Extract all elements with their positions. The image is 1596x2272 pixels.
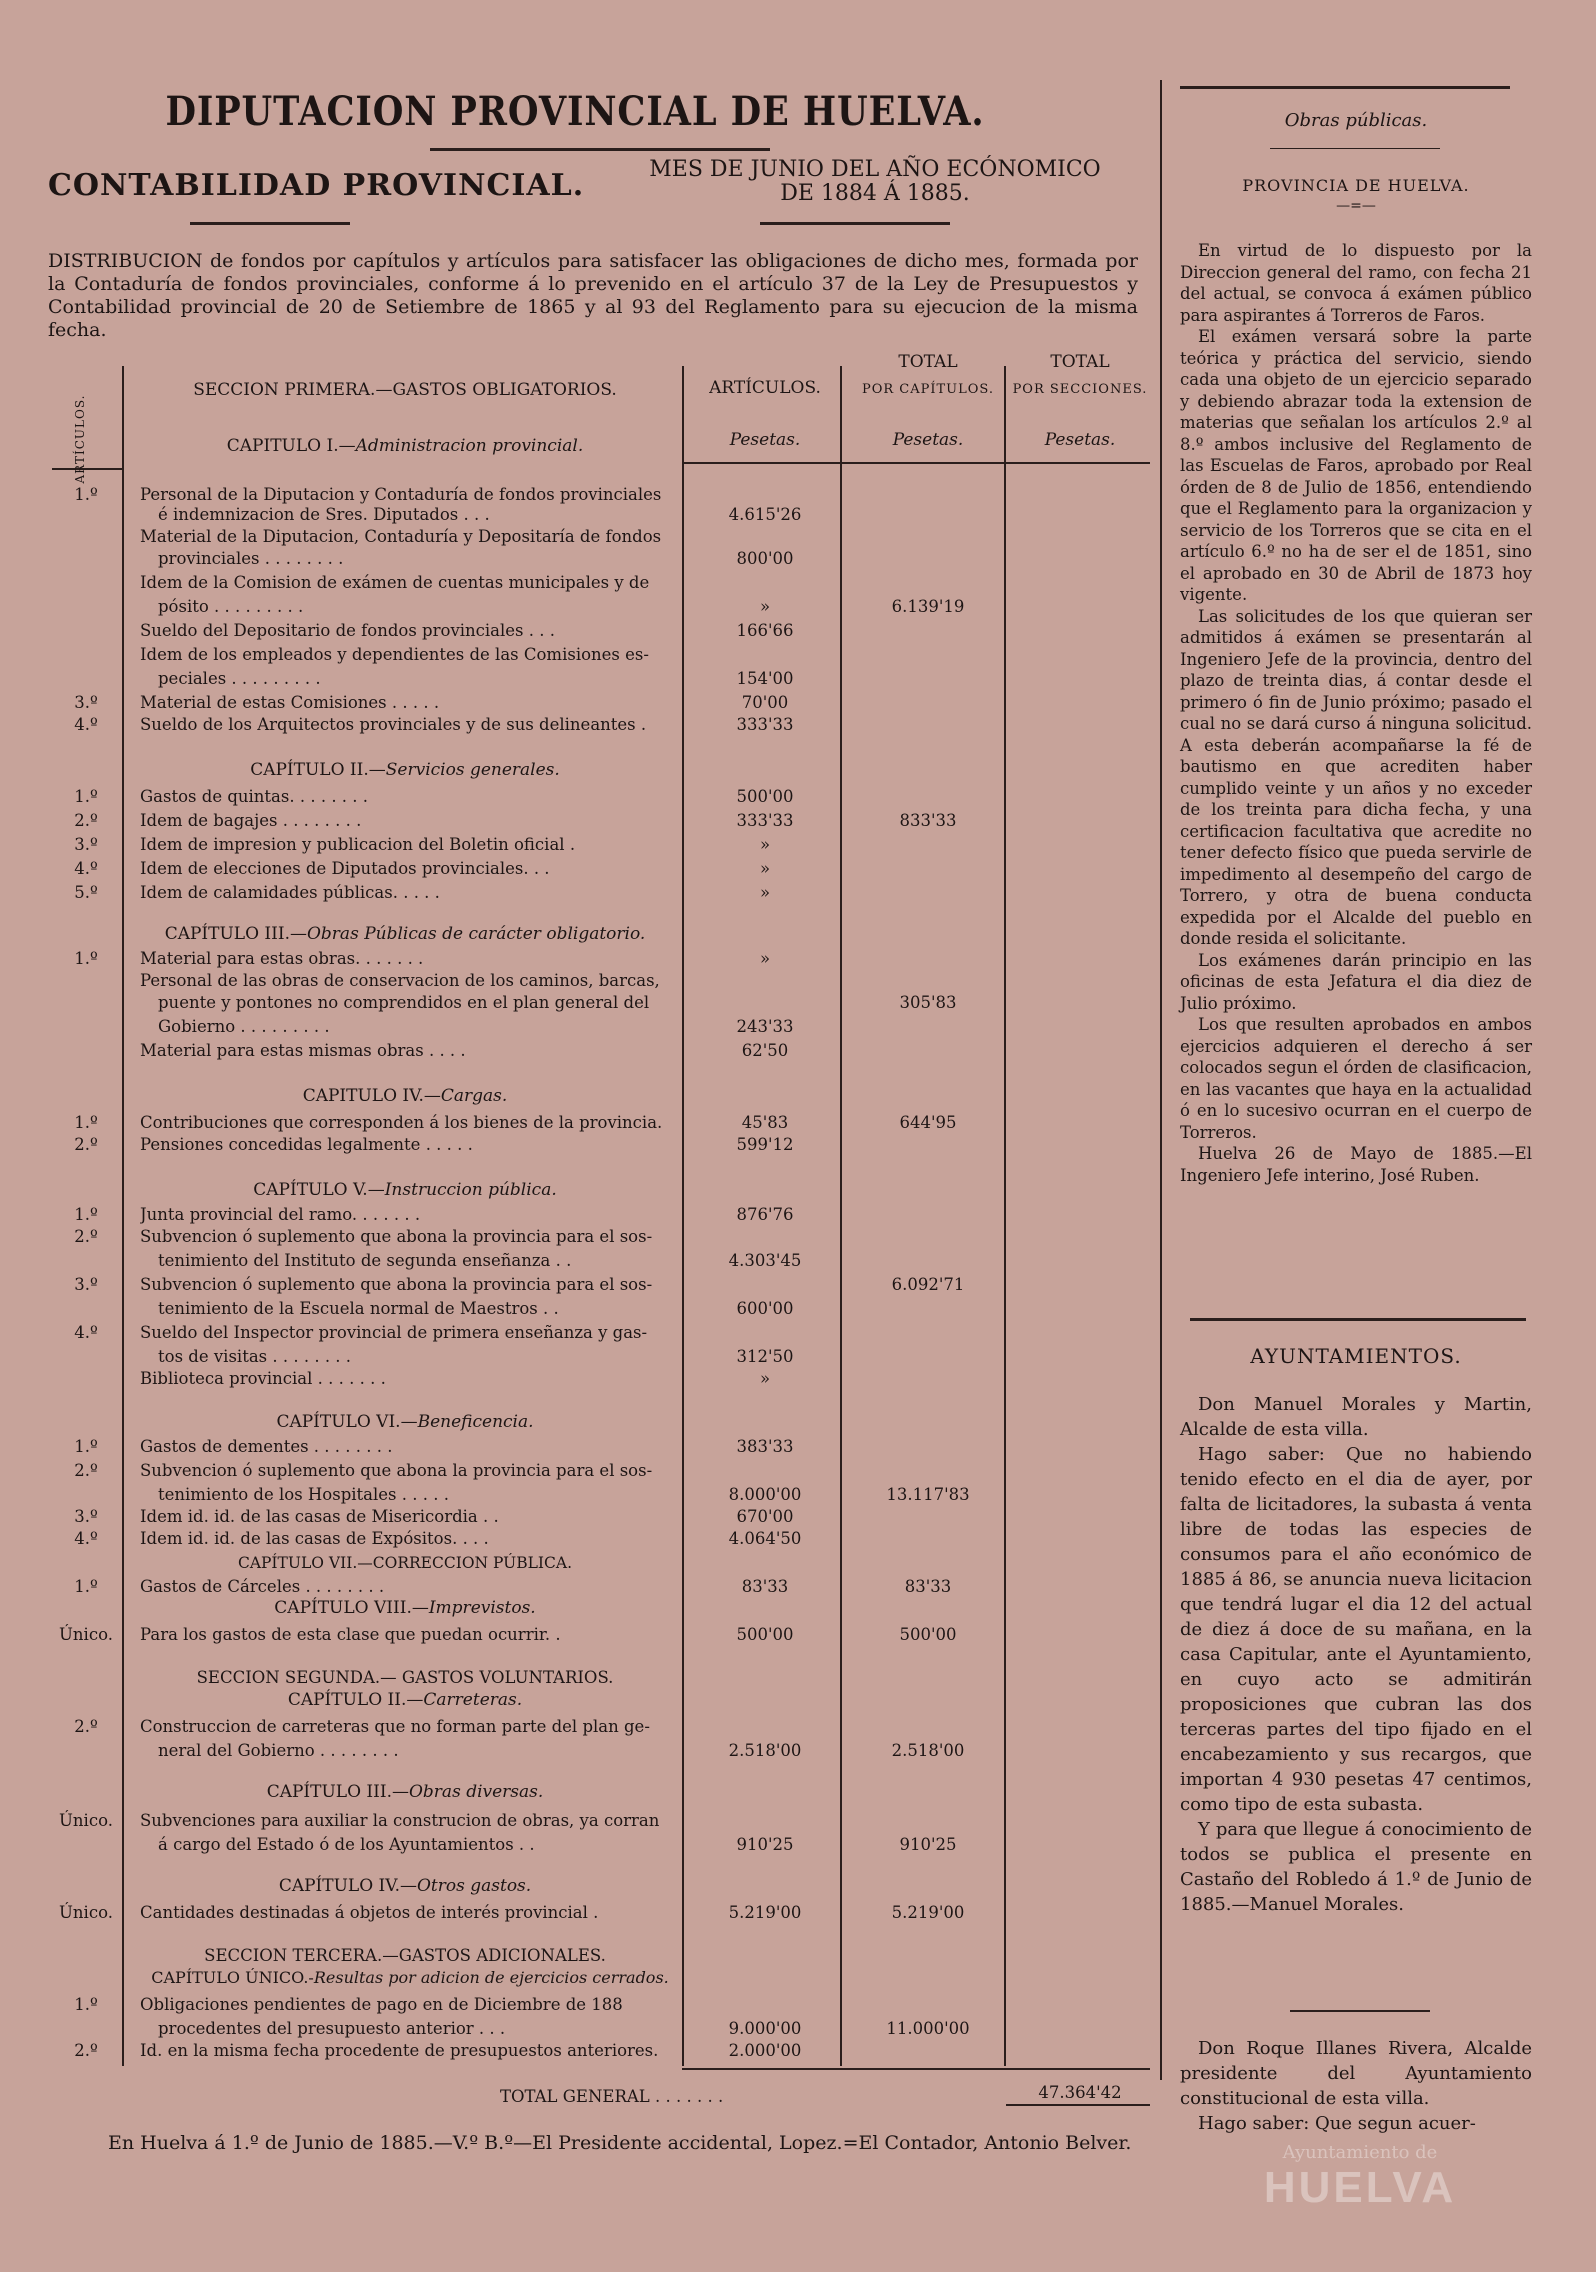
page-column-rule (1160, 80, 1162, 2080)
seccion-segunda-heading: SECCION SEGUNDA.— GASTOS VOLUNTARIOS. (196, 1668, 614, 1687)
row-description: Cantidades destinadas á objetos de interés provincial . (140, 1903, 599, 1922)
table-row (0, 1460, 1150, 1482)
chapter-total: 833'33 (899, 811, 957, 830)
table-row (0, 882, 1150, 904)
row-description: Sueldo del Inspector provincial de primera enseñanza y gas- (140, 1323, 648, 1342)
chapter-title: Cargas. (440, 1086, 508, 1106)
chapter-title: Imprevistos. (428, 1598, 536, 1618)
table-row (0, 1226, 1150, 1248)
articulos-vertical-label: ARTÍCULOS. (73, 394, 87, 484)
row-description: puente y pontones no comprendidos en el plan general del (158, 993, 650, 1012)
table-row (0, 834, 1150, 856)
row-description: Idem de calamidades públicas. . . . . (140, 883, 440, 902)
col-total-capitulos: TOTAL (898, 352, 958, 372)
chapter-label: CAPÍTULO ÚNICO.- (151, 1968, 314, 1987)
table-row (0, 548, 1150, 570)
notice-paragraph: En virtud de lo dispuesto por la Direccion general del ramo, con fecha 21 del actual, se convoca á exámen público para aspirantes á Torreros de Faros. (1180, 241, 1532, 325)
row-description: Idem de los empleados y dependientes de las Comisiones es- (140, 645, 649, 664)
pesetas-label: Pesetas. (1044, 430, 1116, 450)
chapter-label: CAPÍTULO IV.— (278, 1876, 417, 1896)
article-amount: 333'33 (736, 715, 794, 734)
table-row (0, 948, 1150, 970)
divider (1290, 2010, 1430, 2012)
row-description: Junta provincial del ramo. . . . . . . (140, 1205, 421, 1224)
chapter-heading (130, 436, 680, 456)
article-amount: 383'33 (736, 1437, 794, 1456)
table-row (0, 526, 1150, 548)
chapter-title: Beneficencia. (417, 1412, 534, 1432)
page-title: DIPUTACION PROVINCIAL DE HUELVA. (165, 88, 985, 135)
footer-signature: En Huelva á 1.º de Junio de 1885.—V.º B.º—El Presidente accidental, Lopez.=El Contador, Antonio Belver. (108, 2132, 1132, 2154)
table-row (0, 1576, 1150, 1598)
chapter-title: Carreteras. (423, 1690, 523, 1710)
chapter-title: Administracion provincial. (355, 436, 584, 456)
table-row (0, 1740, 1150, 1762)
table-row (0, 504, 1150, 526)
chapter-title: Otros gastos. (416, 1876, 532, 1896)
chapter-heading (130, 1086, 680, 1106)
row-description: provinciales . . . . . . . . (158, 549, 344, 568)
chapter-heading (130, 924, 680, 944)
row-description: Construccion de carreteras que no forman parte del plan ge- (140, 1717, 650, 1736)
table-row (0, 810, 1150, 832)
row-description: Idem de elecciones de Diputados provinciales. . . (140, 859, 550, 878)
chapter-heading (130, 1412, 680, 1432)
month-line-2: DE 1884 Á 1885. (780, 181, 970, 206)
chapter-heading (130, 1180, 680, 1200)
row-description: Idem de bagajes . . . . . . . . (140, 811, 362, 830)
table-row (0, 644, 1150, 666)
row-description: Gastos de quintas. . . . . . . . (140, 787, 369, 806)
column-top-rule (1180, 86, 1510, 89)
article-number: Único. (59, 1903, 113, 1922)
article-amount: 910'25 (736, 1835, 794, 1854)
row-description: Obligaciones pendientes de pago en de Diciembre de 188 (140, 1995, 623, 2014)
table-row (0, 1834, 1150, 1856)
article-amount: 2.518'00 (728, 1741, 802, 1760)
article-amount: 876'76 (736, 1205, 794, 1224)
table-row (0, 692, 1150, 714)
chapter-label: CAPÍTULO VI.— (276, 1412, 418, 1432)
col-total-capitulos-sub: POR CAPÍTULOS. (861, 382, 995, 397)
article-amount: 45'83 (741, 1113, 789, 1132)
row-description: Para los gastos de esta clase que puedan ocurrir. . (140, 1625, 561, 1644)
article-amount: 4.303'45 (728, 1251, 802, 1270)
chapter-label: CAPÍTULO II.— (250, 760, 386, 780)
row-description: Idem de impresion y publicacion del Boletin oficial . (140, 835, 576, 854)
row-description: Gobierno . . . . . . . . . (158, 1017, 330, 1036)
article-number: 1.º (74, 949, 98, 968)
notice-paragraph: Las solicitudes de los que quieran ser admitidos á exámen se presentarán al Ingeniero Jefe de la provincia, dentro del plazo de treinta dias, á contar desde el primero ó fin de Junio próximo; pasado el cual no se dará curso á ninguna solicitud. A esta deberán acompañarse la fé de bautismo en que acrediten haber cumplido veinte y un años y no exceder de los treinta para dicha fecha, y una certificacion facultativa que acredite no tener defecto físico que pueda servirle de impedimento al desempeño del cargo de Torrero, y otra de buena conducta expedida por el Alcalde del pueblo en donde resida el solicitante. (1180, 606, 1532, 948)
article-number: 2.º (74, 1227, 98, 1246)
article-amount: 800'00 (736, 549, 794, 568)
notice-paragraph: Don Manuel Morales y Martin, Alcalde de esta villa. (1180, 1394, 1532, 1440)
seccion-primera-heading: SECCION PRIMERA.—GASTOS OBLIGATORIOS. (193, 380, 617, 400)
row-description: Material de la Diputacion, Contaduría y Depositaría de fondos (140, 527, 662, 546)
article-amount: 4.064'50 (728, 1529, 802, 1548)
article-amount: 9.000'00 (728, 2019, 802, 2038)
pesetas-label: Pesetas. (729, 430, 801, 450)
total-general-value: 47.364'42 (1038, 2083, 1122, 2102)
month-heading (640, 158, 1110, 206)
table-row (0, 1040, 1150, 1062)
article-number: 3.º (74, 1507, 98, 1526)
watermark-line-1: Ayuntamiento de (1282, 2142, 1438, 2163)
table-row (0, 668, 1150, 690)
table-row (0, 786, 1150, 808)
chapter-title: Obras Públicas de carácter obligatorio. (306, 924, 646, 944)
chapter-label: CAPÍTULO II.— (287, 1690, 424, 1710)
watermark-line-2: HUELVA (1263, 2163, 1457, 2212)
article-amount: 154'00 (736, 669, 794, 688)
pesetas-label: Pesetas. (892, 430, 964, 450)
row-description: Biblioteca provincial . . . . . . . (140, 1369, 386, 1388)
article-number: 1.º (74, 1437, 98, 1456)
article-number: 1.º (74, 1577, 98, 1596)
table-row (0, 484, 1150, 506)
total-rule (1006, 2104, 1150, 2106)
row-description: Gastos de dementes . . . . . . . . (140, 1437, 393, 1456)
chapter-total: 2.518'00 (891, 1741, 965, 1760)
article-amount: 8.000'00 (728, 1485, 802, 1504)
article-number: 4.º (74, 1323, 98, 1342)
article-amount: » (759, 835, 771, 854)
chapter-label: CAPÍTULO V.— (253, 1180, 385, 1200)
table-row (0, 1204, 1150, 1226)
row-description: Subvenciones para auxiliar la construcion de obras, ya corran (140, 1811, 660, 1830)
article-number: 4.º (74, 1529, 98, 1548)
total-general-label: TOTAL GENERAL . . . . . . . (500, 2087, 724, 2106)
table-row (0, 1134, 1150, 1156)
table-row (0, 1322, 1150, 1344)
chapter-total: 13.117'83 (886, 1485, 970, 1504)
ayuntamiento-notice-1 (1180, 1392, 1532, 1917)
header-rule (682, 462, 1150, 464)
article-number: 2.º (74, 811, 98, 830)
ayuntamiento-notice-2 (1180, 2036, 1532, 2136)
article-amount: 599'12 (736, 1135, 794, 1154)
row-description: Id. en la misma fecha procedente de presupuestos anteriores. (140, 2041, 659, 2060)
article-number: 1.º (74, 787, 98, 806)
chapter-heading (130, 1690, 680, 1710)
chapter-heading (130, 760, 680, 780)
article-number: 3.º (74, 1275, 98, 1294)
row-description: á cargo del Estado ó de los Ayuntamientos . . (158, 1835, 535, 1854)
seccion-tercera-heading: SECCION TERCERA.—GASTOS ADICIONALES. (204, 1946, 606, 1965)
table-row (0, 970, 1150, 992)
article-number: 3.º (74, 693, 98, 712)
article-amount: 4.615'26 (728, 505, 802, 524)
table-row (0, 1112, 1150, 1134)
notice-paragraph: El exámen versará sobre la parte teórica y práctica del servicio, siendo cada una objeto de un ejercicio separado y debiendo abrazar toda la extension de materias que señalan los artículos 2.º al 8.º ambos inclusive del Reglamento de las Escuelas de Faros, aprobado por Real órden de 8 de Julio de 1856, entendiendo que el Reglamento para la organizacion y servicio de los Torreros que se cita en el artículo 6.º no ha de ser el de 1851, sino el aprobado en 30 de Abril de 1873 hoy vigente. (1180, 327, 1532, 604)
article-amount: 70'00 (741, 693, 789, 712)
table-row (0, 2018, 1150, 2040)
row-description: pósito . . . . . . . . . (158, 597, 304, 616)
col-total-secciones-sub: POR SECCIONES. (1012, 382, 1148, 397)
chapter-total: 6.092'71 (891, 1275, 965, 1294)
chapter-total: 5.219'00 (891, 1903, 965, 1922)
ornament-rule (430, 148, 770, 151)
chapter-label: CAPITULO I.— (226, 436, 356, 456)
row-description: Subvencion ó suplemento que abona la provincia para el sos- (140, 1275, 653, 1294)
row-description: Idem id. id. de las casas de Expósitos. . . . (140, 1529, 489, 1548)
divider (1190, 1318, 1526, 1321)
table-row (0, 1298, 1150, 1320)
row-description: procedentes del presupuesto anterior . . . (158, 2019, 506, 2038)
table-row (0, 992, 1150, 1014)
table-row (0, 1368, 1150, 1390)
row-description: é indemnizacion de Sres. Diputados . . . (158, 505, 490, 524)
table-row (0, 1716, 1150, 1738)
row-description: Sueldo de los Arquitectos provinciales y de sus delineantes . (140, 715, 647, 734)
table-row (0, 1528, 1150, 1550)
chapter-total: 910'25 (899, 1835, 957, 1854)
article-number: 2.º (74, 1461, 98, 1480)
total-rule (682, 2068, 1150, 2070)
notice-signature: Huelva 26 de Mayo de 1885.—El Ingeniero Jefe interino, José Ruben. (1180, 1144, 1532, 1185)
row-description: Material de estas Comisiones . . . . . (140, 693, 440, 712)
article-number: 5.º (74, 883, 98, 902)
row-description: neral del Gobierno . . . . . . . . (158, 1741, 399, 1760)
row-description: tenimiento del Instituto de segunda enseñanza . . (158, 1251, 572, 1270)
chapter-total: 644'95 (899, 1113, 957, 1132)
article-number: Único. (59, 1625, 113, 1644)
provincia-heading: PROVINCIA DE HUELVA. (1242, 176, 1470, 195)
row-description: tenimiento de los Hospitales . . . . . (158, 1485, 449, 1504)
article-amount: » (759, 597, 771, 616)
ornament-rule (760, 222, 950, 225)
row-description: Contribuciones que corresponden á los bienes de la provincia. (140, 1113, 663, 1132)
article-number: 1.º (74, 1113, 98, 1132)
month-line-1: MES DE JUNIO DEL AÑO ECÓNOMICO (649, 157, 1101, 182)
row-description: Material para estas mismas obras . . . . (140, 1041, 466, 1060)
row-description: tenimiento de la Escuela normal de Maestros . . (158, 1299, 559, 1318)
chapter-title: Servicios generales. (385, 760, 560, 780)
col-articulos-heading: ARTÍCULOS. (709, 378, 821, 398)
article-amount: 670'00 (736, 1507, 794, 1526)
table-row (0, 1810, 1150, 1832)
ornament-rule (190, 222, 350, 225)
article-amount: 600'00 (736, 1299, 794, 1318)
table-row (0, 2040, 1150, 2062)
article-amount: 333'33 (736, 811, 794, 830)
table-row (0, 1436, 1150, 1458)
article-number: 1.º (74, 1995, 98, 2014)
ayuntamientos-heading: AYUNTAMIENTOS. (1250, 1344, 1462, 1368)
article-amount: 166'66 (736, 621, 794, 640)
article-amount: 83'33 (741, 1577, 789, 1596)
table-row (0, 1506, 1150, 1528)
notice-paragraph: Los exámenes darán principio en las oficinas de esta Jefatura el dia diez de Julio próximo. (1180, 950, 1532, 1013)
article-number: Único. (59, 1811, 113, 1830)
chapter-title: Obras diversas. (408, 1782, 544, 1802)
table-row (0, 572, 1150, 594)
chapter-heading: CAPÍTULO VII.—CORRECCION PÚBLICA. (237, 1554, 573, 1572)
table-row (0, 1994, 1150, 2016)
article-amount: » (759, 859, 771, 878)
article-number: 2.º (74, 2041, 98, 2060)
table-row (0, 1624, 1150, 1646)
article-number: 2.º (74, 1717, 98, 1736)
row-description: peciales . . . . . . . . . (158, 669, 321, 688)
row-description: Personal de las obras de conservacion de los caminos, barcas, (140, 971, 660, 990)
table-row (0, 620, 1150, 642)
row-description: Subvencion ó suplemento que abona la provincia para el sos- (140, 1461, 653, 1480)
article-number: 3.º (74, 835, 98, 854)
chapter-heading (130, 1782, 680, 1802)
row-description: Gastos de Cárceles . . . . . . . . (140, 1577, 385, 1596)
row-description: Personal de la Diputacion y Contaduría de fondos provinciales (140, 485, 662, 504)
chapter-total: 11.000'00 (886, 2019, 970, 2038)
watermark-logo (1200, 2142, 1520, 2213)
obras-publicas-title: Obras públicas. (1284, 110, 1428, 131)
article-amount: » (759, 949, 771, 968)
chapter-label: CAPÍTULO VIII.— (274, 1598, 429, 1618)
notice-paragraph: Los que resulten aprobados en ambos ejercicios adquieren el derecho á ser colocados segun el órden de clasificacion, en las vacantes que haya en la actualidad ó en lo sucesivo ocurran en el cuerpo de Torreros. (1180, 1015, 1532, 1142)
chapter-heading (130, 1598, 680, 1618)
notice-paragraph: Y para que llegue á conocimiento de todos se publica el presente en Castaño del Robledo á 1.º de Junio de 1885.—Manuel Morales. (1180, 1819, 1532, 1915)
header-rule (52, 468, 122, 470)
row-description: Subvencion ó suplemento que abona la provincia para el sos- (140, 1227, 653, 1246)
article-number: 2.º (74, 1135, 98, 1154)
article-amount: » (759, 883, 771, 902)
table-row (0, 1274, 1150, 1296)
chapter-heading (130, 1968, 690, 1987)
chapter-total: 83'33 (904, 1577, 952, 1596)
section-subtitle: CONTABILIDAD PROVINCIAL. (48, 168, 585, 203)
article-amount: » (759, 1369, 771, 1388)
col-total-secciones: TOTAL (1050, 352, 1110, 372)
table-row (0, 1016, 1150, 1038)
article-amount: 312'50 (736, 1347, 794, 1366)
row-description: Material para estas obras. . . . . . . (140, 949, 424, 968)
chapter-title: Resultas por adicion de ejercicios cerrados. (313, 1968, 669, 1987)
intro-paragraph: DISTRIBUCION de fondos por capítulos y artículos para satisfacer las obligaciones de dicho mes, formada por la Contaduría de fondos provinciales, conforme á lo prevenido en el artículo 37 de la Ley de Presupuestos y Contabilidad provincial de 20 de Setiembre de 1865 y al 93 del Reglamento para su ejecucion de la misma fecha. (48, 250, 1138, 341)
table-row (0, 858, 1150, 880)
row-description: Idem id. id. de las casas de Misericordia . . (140, 1507, 499, 1526)
notice-paragraph: Hago saber: Que segun acuer- (1198, 2113, 1476, 2134)
row-description: Sueldo del Depositario de fondos provinciales . . . (140, 621, 555, 640)
obras-publicas-notice (1180, 240, 1532, 1186)
notice-paragraph: Don Roque Illanes Rivera, Alcalde presidente del Ayuntamiento constitucional de esta villa. (1180, 2038, 1532, 2109)
table-row (0, 714, 1150, 736)
table-row (0, 1250, 1150, 1272)
chapter-label: CAPITULO IV.— (302, 1086, 441, 1106)
table-row (0, 1484, 1150, 1506)
notice-paragraph: Hago saber: Que no habiendo tenido efecto en el dia de ayer, por falta de licitadores, la subasta á venta libre de todas las especies de consumos para el año económico de 1885 á 86, se anuncia nueva licitacion que tendrá lugar el dia 12 del actual de diez á doce de su mañana, en la casa Capitular, ante el Ayuntamiento, en cuyo acto se admitirán proposiciones que cubran las dos terceras partes del tipo fijado en el encabezamiento y sus recargos, que importan 4 930 pesetas 47 centimos, como tipo de esta subasta. (1180, 1444, 1532, 1815)
article-amount: 500'00 (736, 1625, 794, 1644)
chapter-title: Instruccion pública. (384, 1180, 557, 1200)
table-row (0, 1902, 1150, 1924)
article-number: 1.º (74, 485, 98, 504)
article-amount: 5.219'00 (728, 1903, 802, 1922)
row-description: Pensiones concedidas legalmente . . . . . (140, 1135, 473, 1154)
chapter-label: CAPÍTULO III.— (164, 924, 307, 944)
divider (1270, 148, 1440, 149)
article-number: 1.º (74, 1205, 98, 1224)
article-amount: 500'00 (736, 787, 794, 806)
row-description: Idem de la Comision de exámen de cuentas municipales y de (140, 573, 650, 592)
chapter-total: 6.139'19 (891, 597, 965, 616)
chapter-total: 305'83 (899, 993, 957, 1012)
table-row (0, 1346, 1150, 1368)
row-description: tos de visitas . . . . . . . . (158, 1347, 352, 1366)
article-amount: 2.000'00 (728, 2041, 802, 2060)
provincia-mark: —=— (1336, 198, 1376, 214)
table-row (0, 596, 1150, 618)
chapter-label: CAPÍTULO III.— (266, 1782, 409, 1802)
chapter-total: 500'00 (899, 1625, 957, 1644)
chapter-heading (130, 1876, 680, 1896)
article-amount: 62'50 (741, 1041, 789, 1060)
article-number: 4.º (74, 715, 98, 734)
article-number: 4.º (74, 859, 98, 878)
article-amount: 243'33 (736, 1017, 794, 1036)
